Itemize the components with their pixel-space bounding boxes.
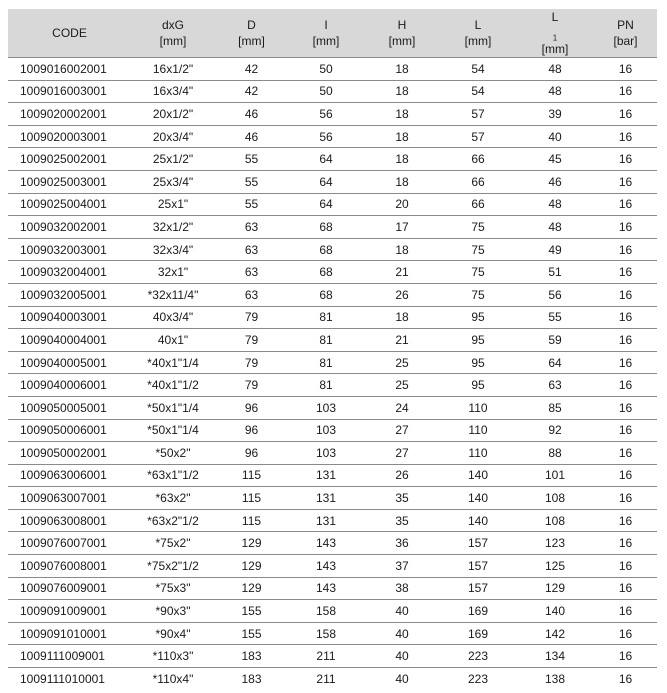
cell-h: 37 [364,555,440,578]
cell-pn: 16 [594,600,657,623]
cell-l1: 123 [516,532,594,555]
cell-d: 79 [215,329,288,352]
cell-l: 140 [440,464,516,487]
cell-d: 55 [215,148,288,171]
cell-l: 140 [440,487,516,510]
header-code [8,9,131,58]
cell-l1: 39 [516,103,594,126]
table-row [8,374,657,397]
cell-code: 1009025003001 [8,170,131,193]
cell-pn: 16 [594,419,657,442]
cell-pn: 16 [594,283,657,306]
table-row [8,351,657,374]
header-h [364,9,440,58]
cell-d: 46 [215,125,288,148]
cell-code: 1009040005001 [8,351,131,374]
cell-i: 81 [288,351,364,374]
cell-pn: 16 [594,148,657,171]
cell-l: 54 [440,58,516,81]
cell-code: 1009032002001 [8,216,131,239]
product-dimension-table [8,9,657,690]
cell-l: 66 [440,170,516,193]
cell-l: 110 [440,419,516,442]
cell-h: 21 [364,329,440,352]
cell-d: 183 [215,668,288,690]
cell-code: 1009111010001 [8,668,131,690]
cell-i: 81 [288,329,364,352]
cell-l1: 129 [516,577,594,600]
cell-l1: 88 [516,442,594,465]
cell-code: 1009025004001 [8,193,131,216]
cell-i: 131 [288,509,364,532]
cell-l: 223 [440,668,516,690]
cell-pn: 16 [594,103,657,126]
cell-dxg: 40x3/4" [131,306,215,329]
table-row [8,193,657,216]
cell-i: 68 [288,238,364,261]
cell-dxg: 20x1/2" [131,103,215,126]
cell-dxg: *75x3" [131,577,215,600]
header-l [440,9,516,58]
cell-h: 38 [364,577,440,600]
table-row [8,170,657,193]
cell-l1: 48 [516,58,594,81]
cell-d: 96 [215,442,288,465]
cell-l: 95 [440,351,516,374]
cell-code: 1009032003001 [8,238,131,261]
cell-pn: 16 [594,396,657,419]
cell-dxg: *50x1"1/4 [131,419,215,442]
header-h-name: H [397,18,407,32]
cell-code: 1009050005001 [8,396,131,419]
cell-d: 42 [215,80,288,103]
cell-pn: 16 [594,193,657,216]
cell-i: 131 [288,487,364,510]
cell-code: 1009032005001 [8,283,131,306]
cell-dxg: 25x3/4" [131,170,215,193]
cell-l1: 45 [516,148,594,171]
cell-dxg: *110x4" [131,668,215,690]
cell-h: 18 [364,125,440,148]
cell-dxg: *63x1"1/2 [131,464,215,487]
cell-h: 25 [364,374,440,397]
header-dxg-unit: [mm] [159,34,187,48]
cell-h: 18 [364,170,440,193]
header-l1-letter: L [551,10,559,24]
cell-d: 63 [215,283,288,306]
cell-h: 18 [364,103,440,126]
header-row [8,9,657,58]
cell-dxg: *75x2" [131,532,215,555]
cell-dxg: *40x1"1/4 [131,351,215,374]
cell-pn: 16 [594,645,657,668]
cell-l1: 64 [516,351,594,374]
cell-l: 169 [440,622,516,645]
cell-d: 129 [215,577,288,600]
cell-pn: 16 [594,58,657,81]
cell-h: 21 [364,261,440,284]
cell-h: 18 [364,80,440,103]
cell-d: 79 [215,306,288,329]
cell-l1: 140 [516,600,594,623]
cell-dxg: *90x4" [131,622,215,645]
cell-d: 183 [215,645,288,668]
cell-h: 24 [364,396,440,419]
header-d-unit: [mm] [238,34,265,48]
cell-h: 40 [364,645,440,668]
cell-l1: 46 [516,170,594,193]
cell-l1: 85 [516,396,594,419]
header-l-name: L [474,18,482,32]
cell-h: 18 [364,148,440,171]
table-row [8,216,657,239]
cell-l: 66 [440,193,516,216]
header-l1 [516,9,594,58]
table-row [8,668,657,690]
cell-l1: 49 [516,238,594,261]
header-h-unit: [mm] [388,34,416,48]
cell-l1: 55 [516,306,594,329]
cell-code: 1009040006001 [8,374,131,397]
cell-d: 63 [215,261,288,284]
cell-pn: 16 [594,238,657,261]
cell-i: 68 [288,216,364,239]
cell-d: 79 [215,351,288,374]
cell-h: 25 [364,351,440,374]
cell-d: 46 [215,103,288,126]
cell-dxg: *90x3" [131,600,215,623]
cell-i: 81 [288,374,364,397]
cell-i: 50 [288,58,364,81]
cell-code: 1009063008001 [8,509,131,532]
cell-i: 81 [288,306,364,329]
cell-code: 1009050002001 [8,442,131,465]
cell-l1: 48 [516,216,594,239]
cell-dxg: 32x1/2" [131,216,215,239]
table-row [8,329,657,352]
cell-pn: 16 [594,509,657,532]
cell-dxg: 32x1" [131,261,215,284]
header-i [288,9,364,58]
header-i-unit: [mm] [312,34,340,48]
cell-i: 158 [288,600,364,623]
cell-d: 42 [215,58,288,81]
cell-d: 63 [215,238,288,261]
cell-i: 211 [288,645,364,668]
cell-code: 1009020002001 [8,103,131,126]
cell-l1: 56 [516,283,594,306]
cell-code: 1009076009001 [8,577,131,600]
cell-l: 75 [440,238,516,261]
product-dimension-table-container [8,9,657,690]
cell-i: 68 [288,283,364,306]
cell-d: 63 [215,216,288,239]
cell-pn: 16 [594,622,657,645]
cell-i: 143 [288,532,364,555]
cell-i: 50 [288,80,364,103]
cell-dxg: *40x1"1/2 [131,374,215,397]
cell-code: 1009063006001 [8,464,131,487]
table-row [8,103,657,126]
header-l1-name [516,9,594,41]
cell-pn: 16 [594,555,657,578]
cell-l: 169 [440,600,516,623]
cell-h: 40 [364,668,440,690]
cell-code: 1009063007001 [8,487,131,510]
cell-i: 64 [288,148,364,171]
table-row [8,58,657,81]
cell-pn: 16 [594,329,657,352]
header-d-name: D [247,18,256,32]
cell-d: 55 [215,193,288,216]
cell-l: 95 [440,306,516,329]
cell-l: 57 [440,125,516,148]
cell-l1: 134 [516,645,594,668]
cell-d: 55 [215,170,288,193]
cell-d: 96 [215,396,288,419]
table-row [8,600,657,623]
cell-h: 35 [364,487,440,510]
header-l1-unit: [mm] [541,42,569,56]
cell-i: 143 [288,577,364,600]
table-body [8,58,657,690]
header-code-name: CODE [52,26,87,40]
cell-l1: 125 [516,555,594,578]
cell-pn: 16 [594,532,657,555]
cell-h: 18 [364,58,440,81]
cell-l1: 51 [516,261,594,284]
cell-i: 64 [288,170,364,193]
header-d [215,9,288,58]
cell-pn: 16 [594,216,657,239]
table-row [8,532,657,555]
cell-code: 1009091010001 [8,622,131,645]
table-row [8,487,657,510]
cell-l1: 92 [516,419,594,442]
cell-l: 223 [440,645,516,668]
header-l1-subscript: 1 [552,33,558,43]
cell-l: 75 [440,216,516,239]
cell-dxg: *50x2" [131,442,215,465]
cell-dxg: 32x3/4" [131,238,215,261]
cell-code: 1009016003001 [8,80,131,103]
cell-dxg: 16x3/4" [131,80,215,103]
cell-pn: 16 [594,668,657,690]
table-row [8,125,657,148]
header-pn-name: PN [617,18,634,32]
header-dxg-name: dxG [161,18,184,32]
cell-pn: 16 [594,170,657,193]
cell-h: 36 [364,532,440,555]
cell-d: 96 [215,419,288,442]
cell-h: 17 [364,216,440,239]
cell-h: 35 [364,509,440,532]
header-pn [594,9,657,58]
cell-d: 155 [215,622,288,645]
table-row [8,148,657,171]
cell-i: 64 [288,193,364,216]
cell-h: 27 [364,442,440,465]
cell-code: 1009040003001 [8,306,131,329]
cell-code: 1009076008001 [8,555,131,578]
cell-dxg: *50x1"1/4 [131,396,215,419]
cell-code: 1009111009001 [8,645,131,668]
cell-pn: 16 [594,306,657,329]
table-header [8,9,657,58]
cell-l: 110 [440,396,516,419]
table-row [8,419,657,442]
cell-l: 157 [440,532,516,555]
cell-dxg: 16x1/2" [131,58,215,81]
table-row [8,396,657,419]
cell-h: 27 [364,419,440,442]
cell-code: 1009016002001 [8,58,131,81]
cell-dxg: 40x1" [131,329,215,352]
cell-h: 40 [364,600,440,623]
table-row [8,306,657,329]
cell-l: 95 [440,329,516,352]
cell-i: 143 [288,555,364,578]
cell-code: 1009032004001 [8,261,131,284]
table-row [8,645,657,668]
cell-l1: 142 [516,622,594,645]
cell-code: 1009025002001 [8,148,131,171]
cell-l1: 48 [516,193,594,216]
cell-l: 57 [440,103,516,126]
header-l-unit: [mm] [464,34,492,48]
table-row [8,80,657,103]
table-row [8,555,657,578]
cell-l1: 101 [516,464,594,487]
cell-l: 157 [440,555,516,578]
cell-dxg: *110x3" [131,645,215,668]
cell-code: 1009091009001 [8,600,131,623]
cell-pn: 16 [594,442,657,465]
cell-l1: 59 [516,329,594,352]
cell-l: 75 [440,261,516,284]
cell-h: 40 [364,622,440,645]
cell-h: 26 [364,464,440,487]
cell-dxg: *32x11/4" [131,283,215,306]
cell-dxg: 20x3/4" [131,125,215,148]
cell-i: 131 [288,464,364,487]
table-row [8,622,657,645]
cell-d: 115 [215,464,288,487]
cell-i: 158 [288,622,364,645]
cell-h: 18 [364,238,440,261]
cell-dxg: *63x2"1/2 [131,509,215,532]
cell-l1: 48 [516,80,594,103]
table-row [8,442,657,465]
cell-code: 1009076007001 [8,532,131,555]
cell-pn: 16 [594,351,657,374]
cell-i: 103 [288,396,364,419]
cell-pn: 16 [594,374,657,397]
cell-l: 75 [440,283,516,306]
table-row [8,261,657,284]
cell-pn: 16 [594,125,657,148]
cell-i: 68 [288,261,364,284]
cell-l1: 108 [516,487,594,510]
cell-pn: 16 [594,487,657,510]
cell-d: 129 [215,555,288,578]
table-row [8,577,657,600]
cell-l1: 63 [516,374,594,397]
cell-dxg: *63x2" [131,487,215,510]
table-row [8,238,657,261]
cell-d: 129 [215,532,288,555]
cell-d: 79 [215,374,288,397]
cell-d: 115 [215,487,288,510]
cell-h: 26 [364,283,440,306]
cell-pn: 16 [594,464,657,487]
cell-h: 18 [364,306,440,329]
cell-dxg: 25x1/2" [131,148,215,171]
cell-l1: 40 [516,125,594,148]
cell-l: 157 [440,577,516,600]
table-row [8,464,657,487]
cell-i: 103 [288,419,364,442]
header-dxg [131,9,215,58]
cell-code: 1009020003001 [8,125,131,148]
cell-pn: 16 [594,80,657,103]
cell-i: 56 [288,103,364,126]
cell-i: 103 [288,442,364,465]
cell-i: 56 [288,125,364,148]
cell-d: 115 [215,509,288,532]
cell-l: 140 [440,509,516,532]
cell-h: 20 [364,193,440,216]
cell-l1: 138 [516,668,594,690]
cell-dxg: 25x1" [131,193,215,216]
cell-l1: 108 [516,509,594,532]
cell-d: 155 [215,600,288,623]
cell-l: 95 [440,374,516,397]
cell-i: 211 [288,668,364,690]
cell-l: 110 [440,442,516,465]
cell-code: 1009050006001 [8,419,131,442]
table-row [8,509,657,532]
header-pn-unit: [bar] [613,34,638,48]
cell-code: 1009040004001 [8,329,131,352]
header-i-name: I [324,18,328,32]
cell-pn: 16 [594,577,657,600]
cell-l: 54 [440,80,516,103]
table-row [8,283,657,306]
cell-dxg: *75x2"1/2 [131,555,215,578]
cell-l: 66 [440,148,516,171]
cell-pn: 16 [594,261,657,284]
